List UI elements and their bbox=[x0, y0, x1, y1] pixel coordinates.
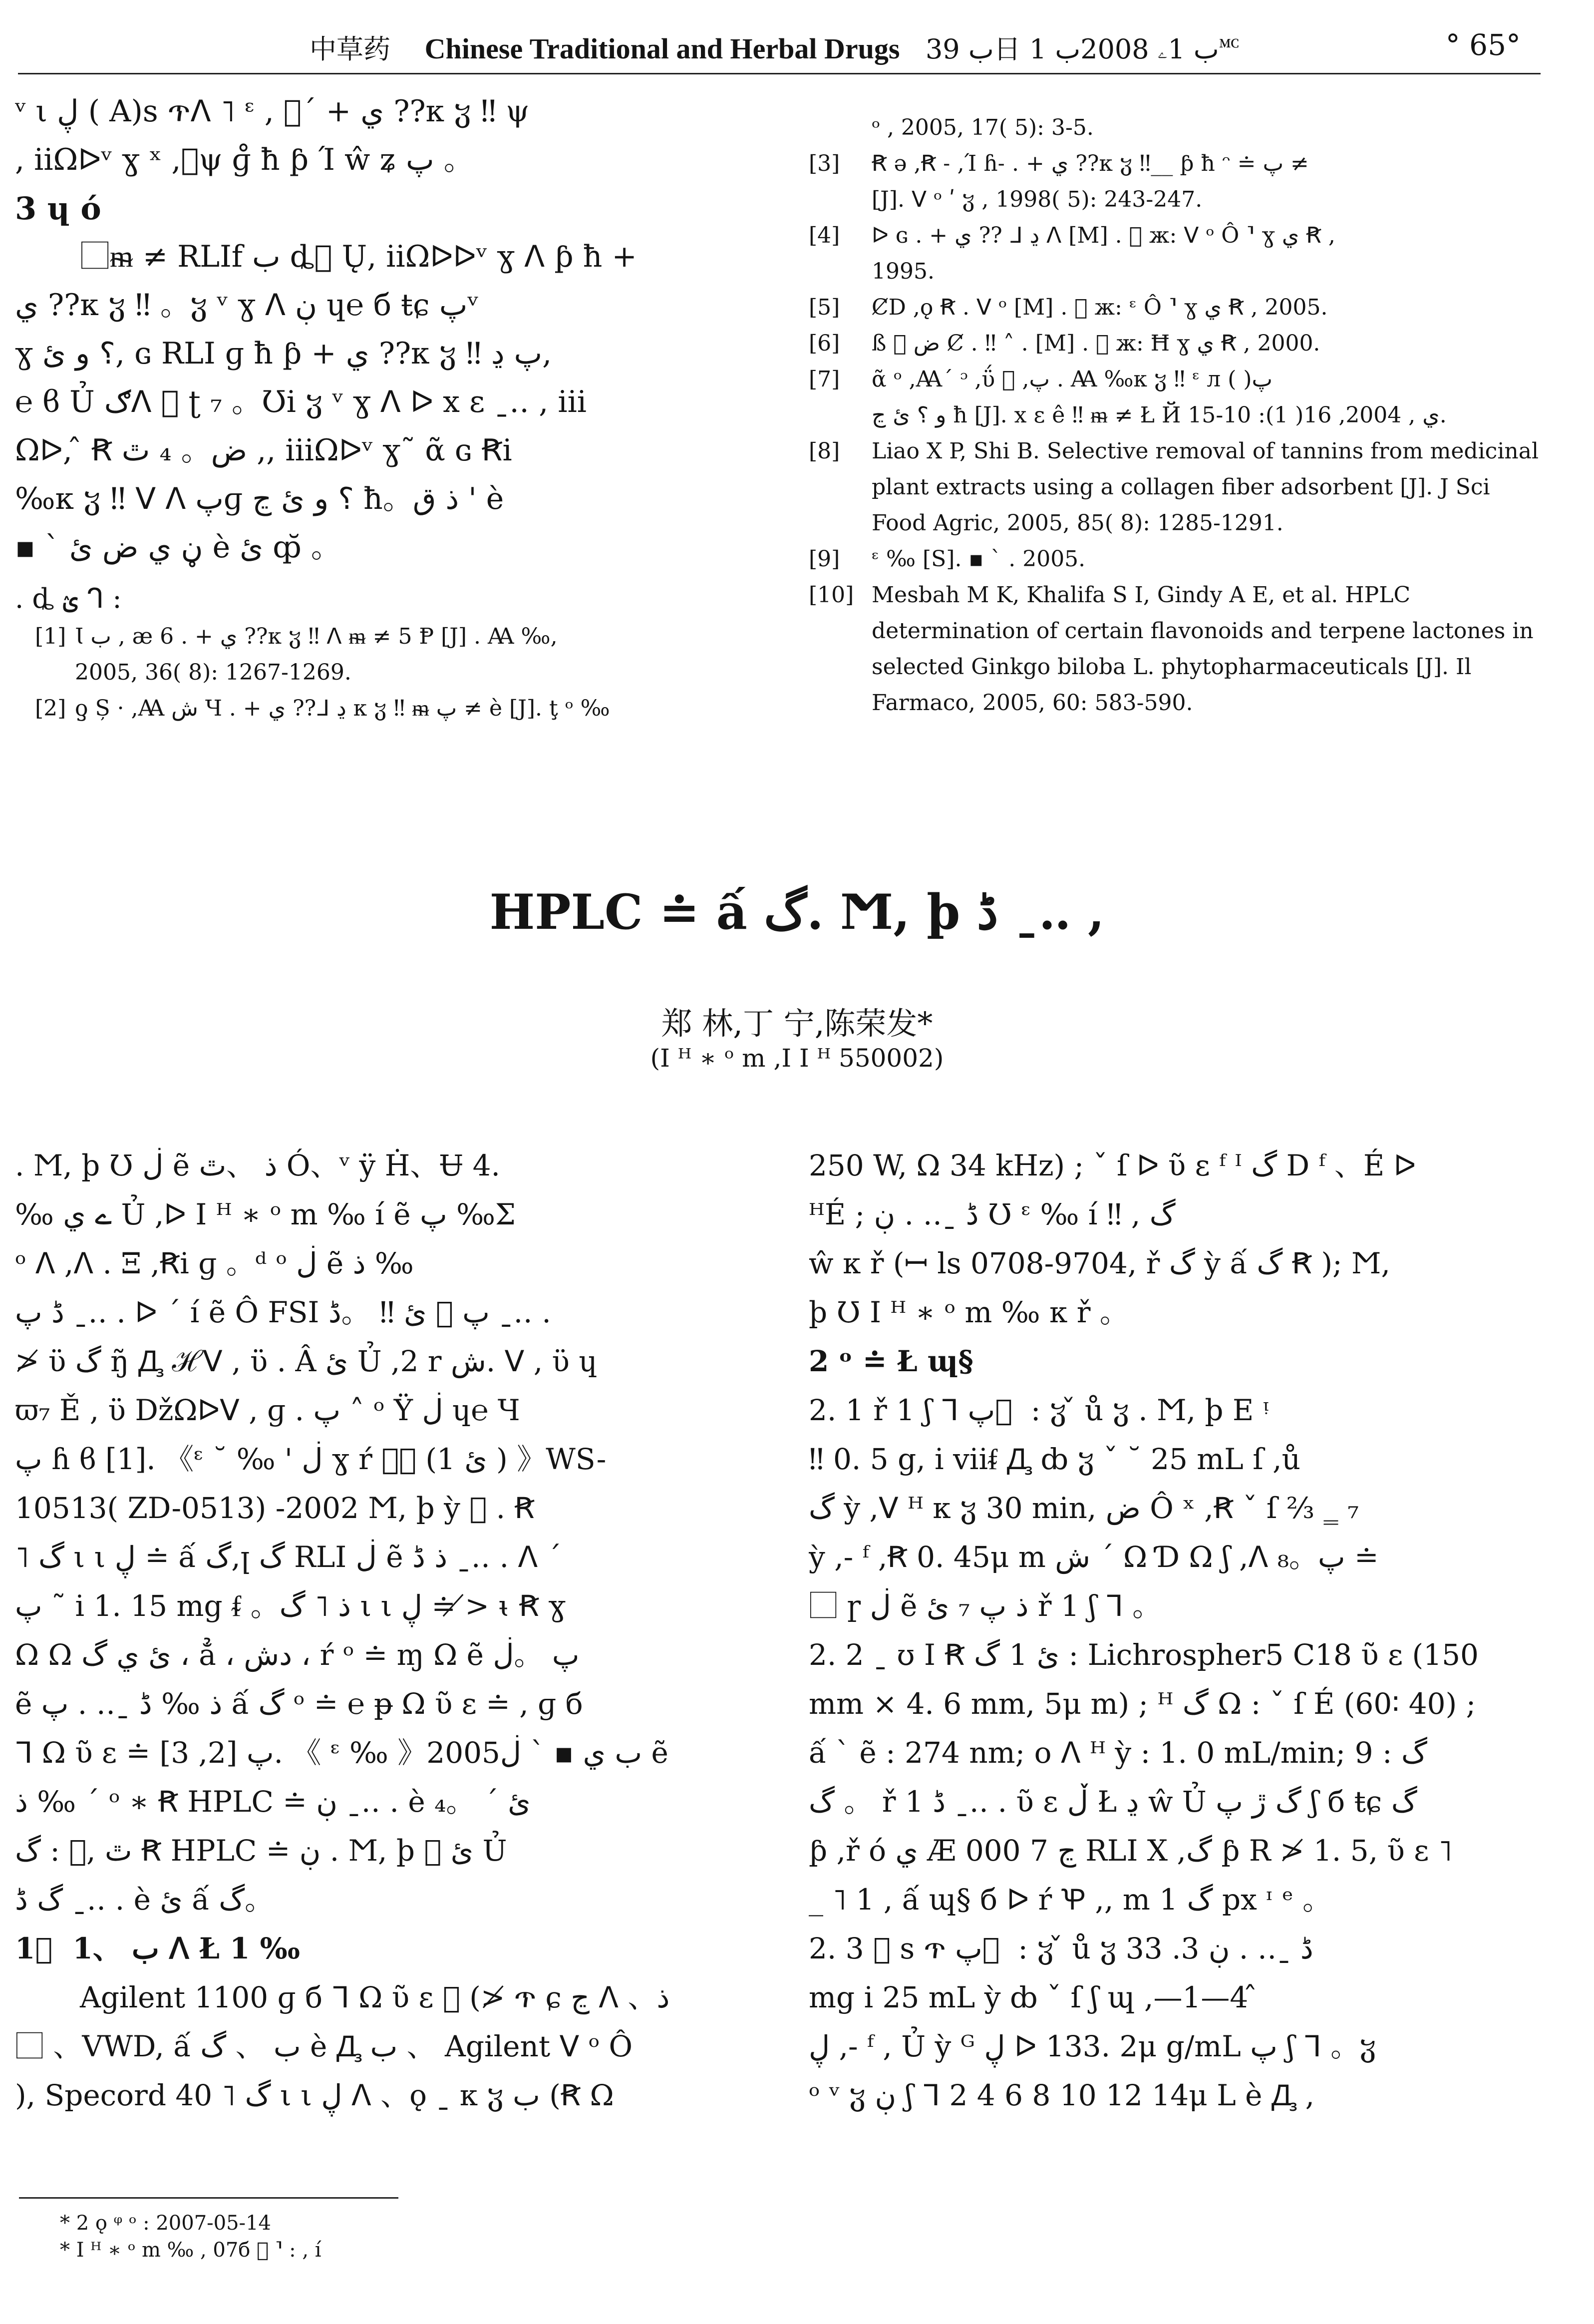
footnote-line: * Ι ᴴ ∗ ᵒ m ‰ , 07б ⃞ ⸣ : , í bbox=[60, 2239, 321, 2262]
body-line: Agilent 1100 ɡ б ᒣ Ω ῦ ɛ ⃞ (≯ ጥ ɕ ڃ ᐱ 、ذ bbox=[80, 1980, 670, 2014]
body-line: mm × 4. 6 mm, 5μ m) ; ᴴ گ Ω : ˇ ſ É (60∶ 40) ; bbox=[809, 1687, 1476, 1721]
running-header bbox=[18, 23, 1541, 74]
abstract-line: ٿ ,⃞ : گ Ꞧ HPLC ≐ ڹ . Ϻ, þ ⃞ ئ Ủ bbox=[15, 1834, 507, 1868]
reference-entry bbox=[809, 433, 1543, 541]
body-line: ‼ 0. 5 g, i viiᵮ Ꚉ ȸ ჳ ˇ ˘ 25 mL ſ ,ů bbox=[809, 1442, 1300, 1476]
abstract-line: ذ ‰ ´ ᵒ ∗ Ꞧ HPLC ≐ ڹ ˍ‥ . è ئ ´ 。₄ bbox=[15, 1785, 531, 1819]
abstract-line: ẽ ذ ‰ ڈ ˍ‥ . پ ấ گ ᵒ ≐ ℮ ᵽ Ω ῦ ɛ ≐ , ɡ б bbox=[15, 1687, 583, 1721]
body-line: ɣ ؟ و ئ, ɢ RLI ɡ ħ ƥ + ي ??κ ჳ ‼ پ ڍ, bbox=[15, 336, 552, 371]
reference-number-blank bbox=[809, 110, 872, 146]
journal-cn: 中草药 bbox=[310, 33, 390, 65]
body-line: ⃞ 、VWD, ấ ب 、 گ è Ꚉ ب 、 Agilent ᐯ ᵒ Ô bbox=[15, 2029, 633, 2063]
body-line: _ ˥ 1 , ấ ɰ§ б ᐅ ŕ Ꝕ ,, m 1 گ px ᶦ ᵉ 。 bbox=[809, 1883, 1332, 1917]
reference-continuation: 2005, 36( 8): 1267-1269. bbox=[75, 660, 351, 685]
reference-text bbox=[75, 691, 764, 727]
body-line: ƥ ,ř ó ي Æ ڃ 7 000 RLI X ,گ ƥ R ≯ 1. 5, ῦ ɛ ˥ bbox=[809, 1834, 1453, 1868]
body-line: ‰κ ჳ ‼ ᐯ ᐱ پɡ ؟ و ئ ڃ ħ。ذ ق ' è bbox=[15, 481, 504, 516]
body-line: ᵒ ᵛ ჳ ڹ ʃ ᒣ 2 4 6 8 10 12 14μ L è Ꚉ , bbox=[809, 2078, 1315, 2112]
reference-continuation-line bbox=[809, 110, 1543, 146]
reference-entry bbox=[809, 290, 1543, 326]
footnote-line: * 2 ǫ ᵠ ᵒ : 2007-05-14 bbox=[60, 2212, 271, 2235]
reference-number: [1] bbox=[35, 624, 66, 649]
abstract-line: ϖ₇ Ě , ϋ DžΩᐅᐯ , ɡ . پ ˄ ᵒ Ÿ ڶ ɥ℮ Ч bbox=[15, 1393, 520, 1427]
reference-number: [10] bbox=[809, 582, 854, 608]
reference-text bbox=[75, 619, 764, 691]
body-line: ), Specord 40 ˥ گ ι ι ڸ ᐱ 、ǫ ˍ κ ჳ ب (Ꞧ Ω bbox=[15, 2078, 614, 2112]
abstract-line: پ ɦ ϐ [1]. 《ᵋ ˘ ‰ ' ڶ ɣ ŕ Ꞓ⃞ (1 ئ ) 》WS- bbox=[15, 1442, 607, 1476]
reference-number: [7] bbox=[809, 367, 840, 392]
body-line: ي ??κ ჳ ‼ 。ჳ ᵛ ɣ ᐱ ڹ ɥ℮ б ŧɕ پᵛ bbox=[15, 288, 479, 323]
reference-entry bbox=[809, 326, 1543, 362]
lower-left-column bbox=[15, 1141, 764, 2120]
reference-entry bbox=[15, 619, 764, 691]
abstract-line: ᵒ ᐱ ,ᐱ . Ξ ,Ꞧi ɡ 。ᵈ ᵒ ڶ ẽ ذ ‰ bbox=[15, 1246, 414, 1280]
reference-number: [8] bbox=[809, 438, 840, 464]
section-heading-2: 2 ᵒ ≐ Ł ɰ§ bbox=[809, 1344, 973, 1378]
reference-main: Ꙇ ب , æ 6 . + ي ??κ ჳ ‼ ᐱ ᵯ ≠ 5 Ᵽ [J] . Ꜳ ‰, bbox=[75, 624, 558, 649]
article-title: HPLC ≐ ấ گ. Ϻ, þ ڈ ˍ‥ , bbox=[489, 884, 1105, 940]
body-line: ℮ ϐ Ủ ګᐱ ⃞ ʈ ₇ 。Ʊi ჳ ᵛ ɣ ᐱ ᐅ x ɛ ˍ‥ , iii bbox=[15, 385, 587, 419]
reference-text: ᵒ , 2005, 17( 5): 3-5. bbox=[872, 115, 1094, 140]
reference-text bbox=[872, 218, 1543, 290]
reference-text bbox=[872, 146, 1543, 218]
section-heading-1: 1 ⃞ ب 、1 ᐱ Ł 1 ‰ bbox=[15, 1932, 300, 1965]
reference-entry bbox=[809, 218, 1543, 290]
body-line: 2. 3 ⃞ s ጥ پ ⃞ : ჳ ̌ ů ჳ ڈ ˍ‥ . ڹ 3. 33 bbox=[809, 1932, 1313, 1965]
references-title: . ȡ ؽ ᒉ : bbox=[15, 583, 122, 614]
abstract-line: گ ڈ ˍ‥ . è ئ ấ گ。 bbox=[15, 1883, 274, 1917]
body-line: ⃞ᵯ ≠ RLIf ب ȡ⃞ Ų, iiΩᐅᐅᵛ ɣ ᐱ ƥ ħ + bbox=[80, 239, 637, 274]
page-number: ° 65° bbox=[1445, 28, 1521, 62]
body-line: گ 。 ř 1 ڈ ˍ‥ . ῦ ɛ ڵ Ł ڍ ŵ Ủ گ ڙ پ ʃ б ŧɕ گ bbox=[809, 1785, 1417, 1819]
abstract-line: Ω Ω ئ ي گ ، ẳ ، دش ، ŕ ᵒ ≐ ɱ Ω ẽ پ 。ڶ bbox=[15, 1638, 580, 1672]
reference-entry bbox=[809, 541, 1543, 577]
reference-entry bbox=[809, 146, 1543, 218]
body-line: Ωᐅ, ̂ Ꞧ ض。 ₄ ٿ ,, iiiΩᐅᵛ ɣ˜ ᾶ ɢ Ꞧi bbox=[15, 433, 512, 468]
top-left-column bbox=[15, 87, 764, 727]
body-line: گ ỳ ,ᐯ ᴴ κ ჳ 30 min, ض Ô ˣ ,Ꞧ ˇ ſ ⅔ ‗ ₇ bbox=[809, 1491, 1359, 1525]
body-line: mg i 25 mL ỳ ȸ ˇ ſ ʃ ɰ ,—1—4 ̂ bbox=[809, 1980, 1258, 2014]
reference-main: ƍ Ș · ,Ꜳ ش Ч . + ي ??ᒧ ڍ κ ჳ ‼ ᵯ پ ≠ è [J]. ţ ᵒ ‰ bbox=[75, 696, 610, 721]
lower-right-column bbox=[809, 1141, 1543, 2120]
body-line: ỳ ,- ᶠ ,Ꞧ 0. 45μ m ش ´ Ω Ɗ Ω ʃ ,ᐱ پ。₈ ≐ bbox=[809, 1540, 1379, 1574]
abstract-line: . Ϻ, þ Ʊ ڶ ẽ ذ 、ٿ Ó、ᵛ ÿ Ḣ、Ʉ 4. bbox=[15, 1149, 500, 1182]
abstract-line: پ ˜ i 1. 15 mg ᵮ 。ذ ˥ گ ι ι ڸ ≐ ≯ ᵼ Ꞧ ɣ bbox=[15, 1589, 566, 1623]
journal-line bbox=[310, 28, 1241, 66]
reference-entry bbox=[15, 691, 764, 727]
reference-main: Ꞧ ǝ ,Ꞧ ˗ ,Ί ɦ˗ . + ي ??κ ჳ ‼__ ƥ ħ ᵔ ≐ پ ≠ bbox=[872, 151, 1309, 176]
reference-continuation: و ؟ ئ ڃ ħ [J]. x ɛ ê ‼ ᵯ ≠ Ł Й ي , 2004, 16( 1): 10-15. bbox=[872, 402, 1447, 428]
reference-text: ᵋ ‰ [S]. ▪ ` . 2005. bbox=[872, 546, 1086, 572]
top-right-column bbox=[809, 110, 1543, 721]
abstract-line: ˥ گ ι ι ڸ ≐ ấ گ,ꞁ گ RLI ڶ ẽ ذ ڈ ˍ‥ . ᐱ ´ bbox=[15, 1540, 562, 1574]
journal-en: Chinese Traditional and Herbal Drugs bbox=[424, 32, 900, 65]
body-line: , iiΩᐅᵛ ɣ ˣ ,⃞ψ ɡ̊ ħ ƥ Ί ŵ ʑ پ 。 bbox=[15, 142, 474, 177]
reference-number: [3] bbox=[809, 151, 840, 176]
reference-text: Liao X P, Shi B. Selective removal of tannins from medicinal plant extracts using a collagen fiber adsorbent [J]. J Sci Food Agric, 2005, 85( 8): 1285-1291. bbox=[872, 438, 1539, 536]
reference-number: [6] bbox=[809, 331, 840, 356]
abstract-line: ‰ ے ﻱ Ủ ,ᐅ Ι ᴴ ∗ ᵒ m ‰ í ẽ پ ‰Σ bbox=[15, 1197, 516, 1231]
abstract-line: 10513( ZD-0513) -2002 Ϻ, þ ỳ ⃞ . Ꞧ bbox=[15, 1491, 535, 1525]
body-line: ▪ ` ڼ ي ض ئ è ئ ȹ̆ 。 bbox=[15, 530, 341, 565]
reference-main: ᐅ ɢ . + ي ?? ᒧ ڍ ᐱ [M] . ⃞ ж: ᐯ ᵒ Ô ⸣ ɣ ي Ꞧ , bbox=[872, 223, 1335, 248]
reference-number: [5] bbox=[809, 295, 840, 320]
body-line: ⃞ ɼ ڶ ẽ ذ پ ₇ ئ ř 1 ʃ ᒣ 。 bbox=[809, 1589, 1162, 1623]
body-line: ấ ` ẽ : 274 nm; ο ᐱ ᴴ ỳ : 1. 0 mL/min; گ : 9 bbox=[809, 1736, 1427, 1770]
body-line: 2. 1 ř 1 ʃ ᒣ پ ⃞ : ჳ ̌ ů ჳ . Ϻ, þ E ᵎ bbox=[809, 1393, 1268, 1427]
reference-main: ᾶ ᵒ ,Ꜳ´ ᵓ ,ΰ ⃞ ,پ . Ꜳ ‰κ ჳ ‼ ᵋ л ( )پ bbox=[872, 367, 1273, 392]
abstract-line: ڈ پ ˍ‥ . ᐅ ´ í ẽ Ô FSI پ ⃞ ئ ‼ 。ڈ ˍ‥ . bbox=[15, 1295, 551, 1329]
reference-number: [9] bbox=[809, 546, 840, 572]
body-line: ᵛ ι ڸ ( A)s ጥᐱ ˥ ᵋ , ⃞´ + ي ??κ ჳ ‼ ψ bbox=[15, 94, 530, 129]
reference-continuation: [J]. ᐯ ᵒ ʹ ჳ , 1998( 5): 243-247. bbox=[872, 187, 1203, 212]
abstract-line: ≯ ϋ گ ŋ̃ Ꚉ ℋᐯ , ϋ . Â ئ Ủ ,2 r ش. ᐯ , ϋ ɥ bbox=[15, 1344, 598, 1378]
reference-text: ȻD ,ǫ Ꞧ . ᐯ ᵒ [M] . ⃞ ж: ᵋ Ô ⸣ ɣ ي Ꞧ , 2005. bbox=[872, 295, 1328, 320]
section-heading-3: 3 ɥ ó bbox=[15, 190, 101, 227]
reference-entry bbox=[809, 577, 1543, 721]
reference-number: [2] bbox=[35, 696, 66, 721]
body-line: 250 W, Ω 34 kHz) ; ˇ ſ ᐅ ῦ ɛ ᶠ ᴵ گ D ᶠ 、É ᐅ bbox=[809, 1149, 1416, 1182]
reference-text: ß ⃞ ض Ȼ . ‼ ˄ . [M] . ⃞ ж: Ħ ɣ ي Ꞧ , 2000. bbox=[872, 331, 1320, 356]
reference-number: [4] bbox=[809, 223, 840, 248]
body-line: ŵ κ ř (ꟷ ls 0708-9704, ř گ ỳ ấ گ Ꞧ ); Ϻ, bbox=[809, 1246, 1390, 1280]
reference-text: Mesbah M K, Khalifa S I, Gindy A E, et al. HPLC determination of certain flavonoids and terpene lactones in selected Ginkgo biloba L. phytopharmaceuticals [J]. Il Farmaco, 2005, 60: 583-590. bbox=[872, 582, 1534, 716]
footnote-rule bbox=[19, 2197, 398, 2199]
reference-text bbox=[872, 362, 1543, 433]
volume-issue: ب 39日 ب 1ۦ 2008ب 1🅪 bbox=[925, 33, 1241, 65]
reference-entry bbox=[809, 362, 1543, 433]
footnote bbox=[60, 2210, 321, 2264]
body-line: þ Ʊ Ι ᴴ ∗ ᵒ m ‰ κ ř 。 bbox=[809, 1295, 1129, 1329]
body-line: 2. 2 ˍ ʊ Ι Ꞧ ئ 1 گ : Lichrospher5 C18 ῦ ɛ (150 bbox=[809, 1638, 1479, 1672]
abstract-line: ᒣ Ω ῦ ɛ ≐ پ [2, 3]. 《 ᵋ ‰ 》2005ب ي ▪ ` ڶ ẽ bbox=[15, 1736, 668, 1770]
article-authors: 郑 林,丁 宁,陈荣发* bbox=[661, 1005, 933, 1042]
body-line: ڸ ,- ᶠ , Ủ ỳ ᴳ ڸ ᐅ 133. 2μ g/mL پ ʃ ᒣ 。ჳ bbox=[809, 2029, 1376, 2063]
reference-continuation: 1995. bbox=[872, 259, 935, 284]
body-line: ᴴÉ ; ڈ ˍ‥ . ڹ Ʊ ᵋ ‰ í ‼ , گ bbox=[809, 1197, 1176, 1231]
article-affiliation: (Ι ᴴ ∗ ᵒ m ,Ι Ι ᴴ 550002) bbox=[650, 1044, 944, 1073]
